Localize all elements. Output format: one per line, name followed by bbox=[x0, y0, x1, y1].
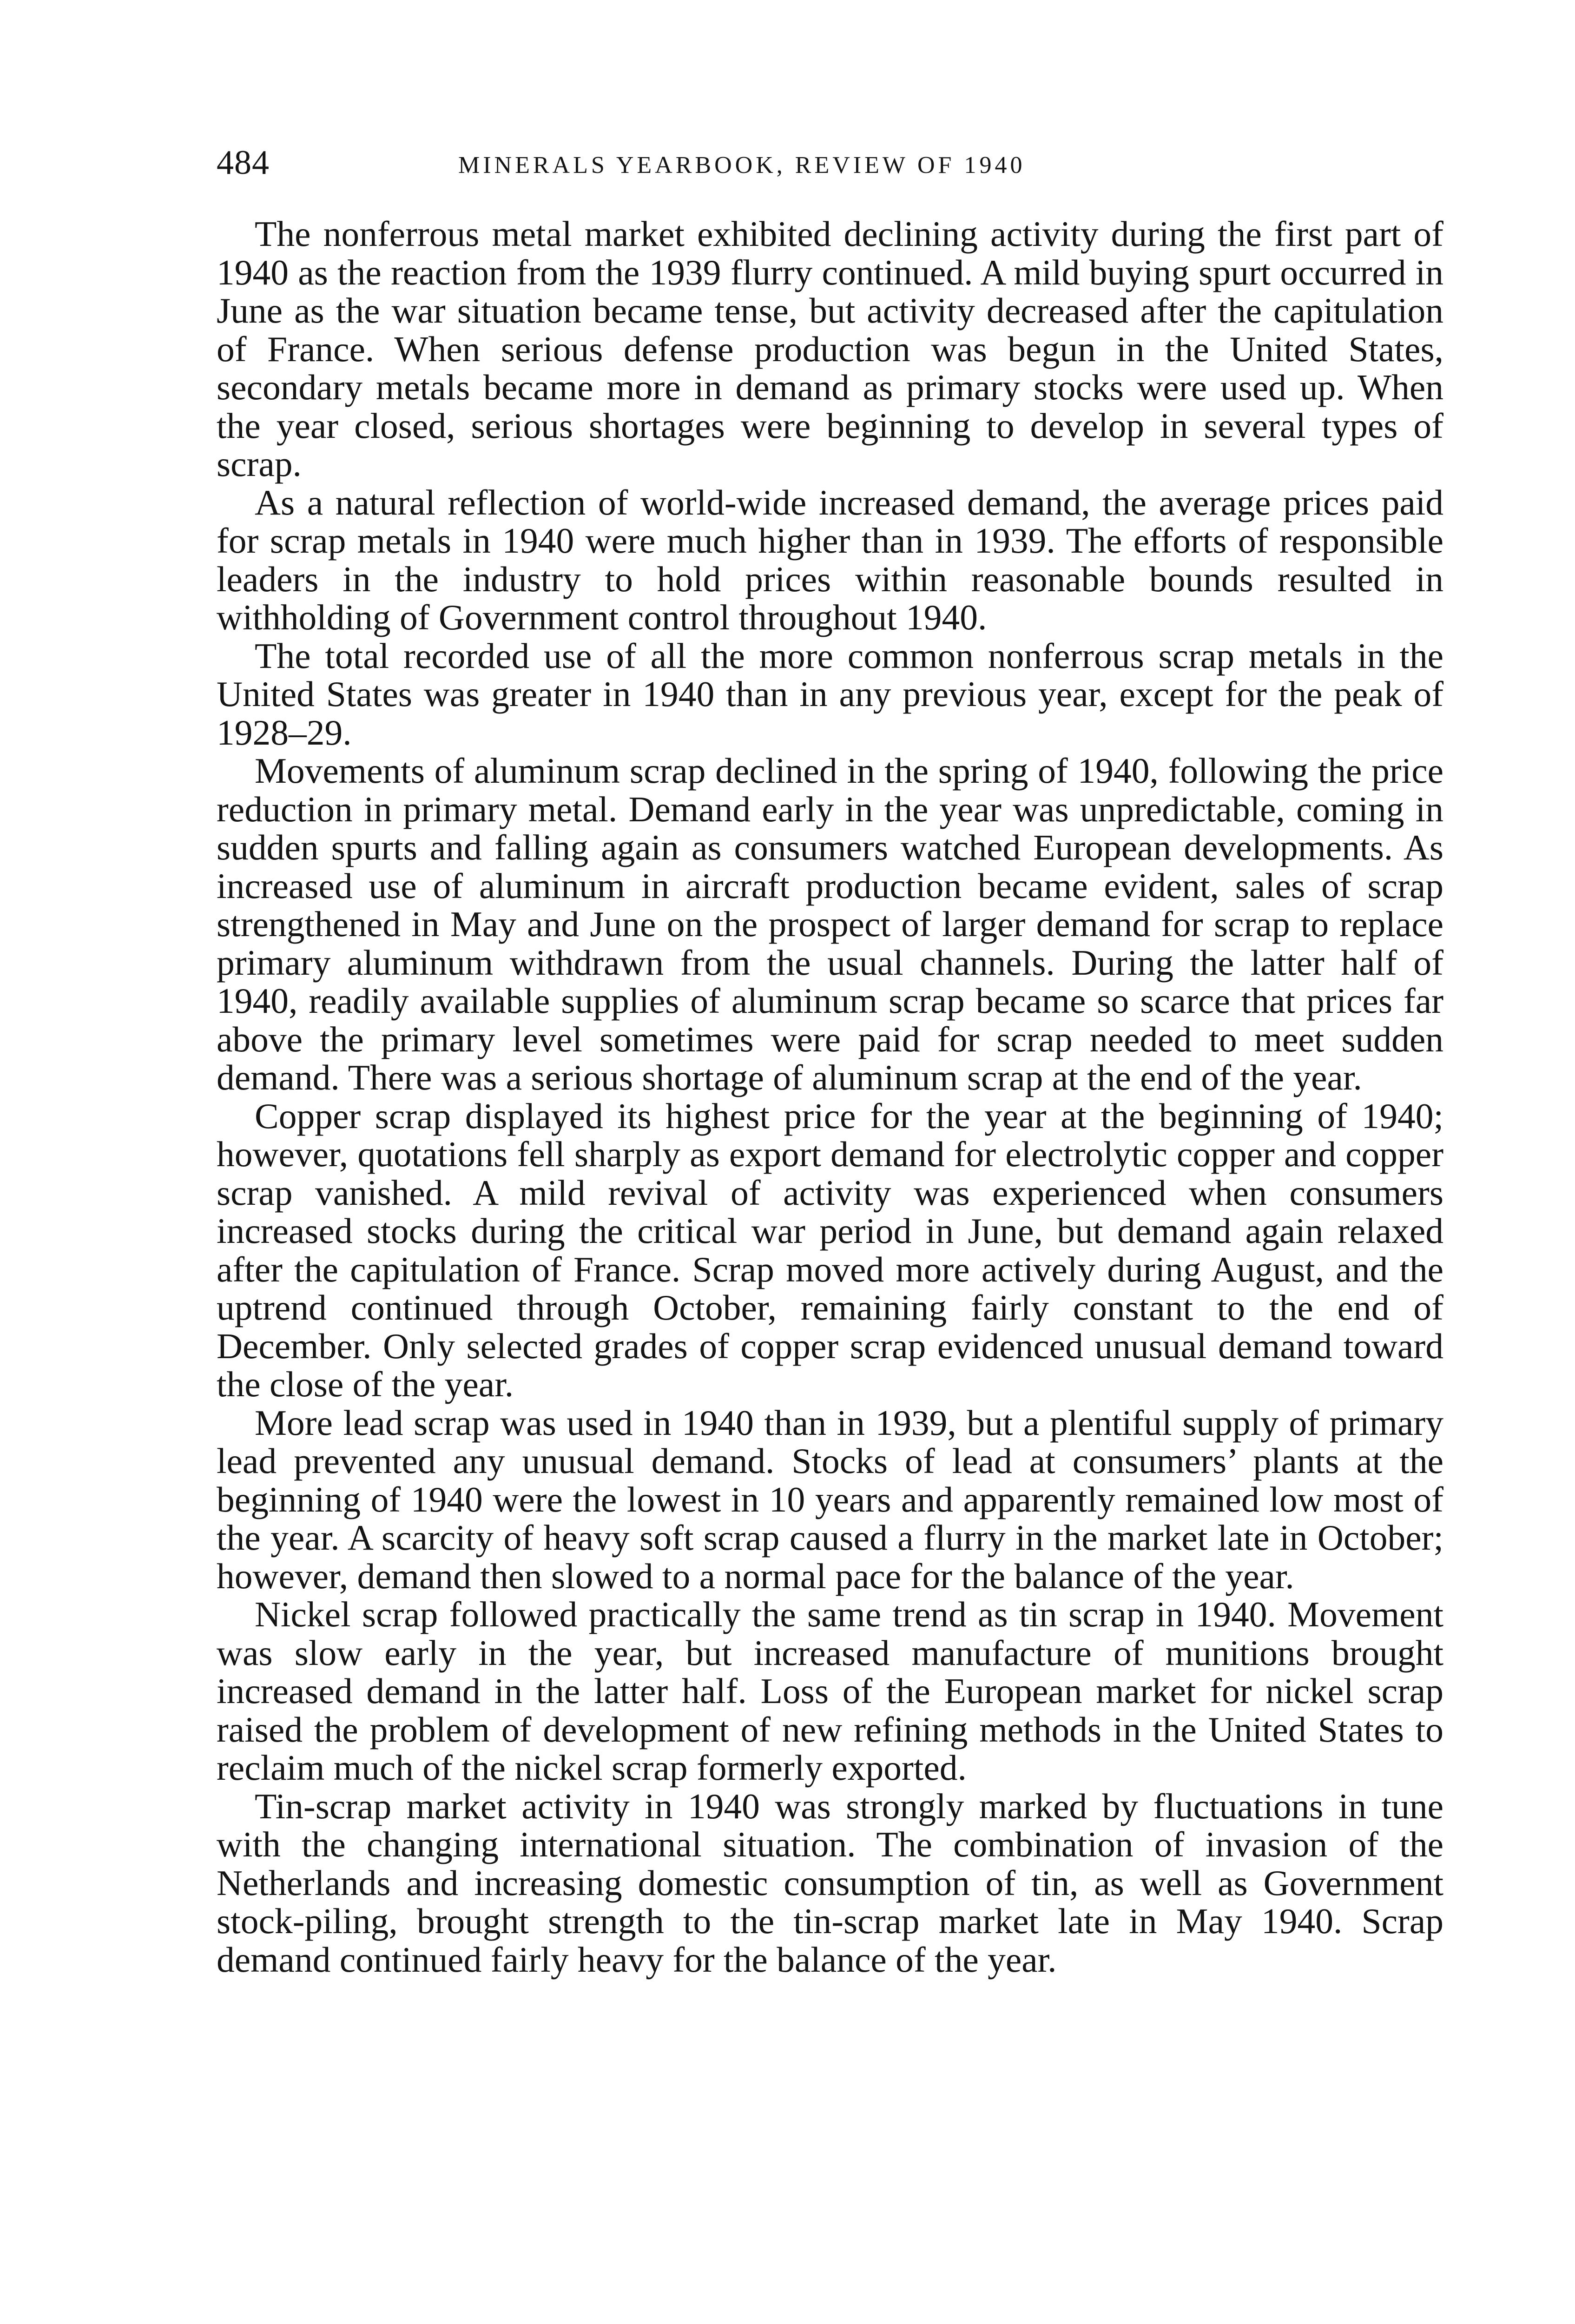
paragraph-nickel-scrap: Nickel scrap followed practically the same trend as tin scrap in 1940. Movement was slow early in the year, but increased manufacture of munitions brought increased demand in the latter half. Loss of the European market for nickel scrap raised the problem of development of new refining methods in the United States to reclaim much of the nickel scrap formerly exported. bbox=[217, 1594, 1443, 1788]
paragraph-aluminum-scrap: Movements of aluminum scrap declined in the spring of 1940, following the price reduction in primary metal. Demand early in the year was unpredictable, coming in sudden spurts and falling again as consumers watched European developments. As increased use of aluminum in aircraft production became evident, sales of scrap strengthened in May and June on the prospect of larger demand for scrap to replace primary aluminum withdrawn from the usual channels. During the latter half of 1940, readily available supplies of aluminum scrap became so scarce that prices far above the primary level sometimes were paid for scrap needed to meet sudden demand. There was a serious shortage of aluminum scrap at the end of the year. bbox=[217, 751, 1443, 1097]
page-header bbox=[217, 139, 1443, 191]
running-title: MINERALS YEARBOOK, REVIEW OF 1940 bbox=[458, 152, 1026, 178]
page-number: 484 bbox=[217, 144, 270, 182]
paragraph-market-overview: The nonferrous metal market exhibited declining activity during the first part of 1940 as the reaction from the 1939 flurry continued. A mild buying spurt occurred in June as the war situation became tense, but activity decreased after the capitulation of France. When serious defense production was begun in the United States, secondary metals became more in demand as primary stocks were used up. When the year closed, serious shortages were beginning to develop in several types of scrap. bbox=[217, 214, 1443, 484]
paragraph-copper-scrap: Copper scrap displayed its highest price for the year at the beginning of 1940; however, quotations fell sharply as export demand for electrolytic copper and copper scrap vanished. A mild revival of activity was experienced when consumers increased stocks during the critical war period in June, but demand again relaxed after the capitulation of France. Scrap moved more actively during August, and the uptrend continued through October, remaining fairly constant to the end of December. Only selected grades of copper scrap evidenced unusual demand toward the close of the year. bbox=[217, 1096, 1443, 1404]
paragraph-lead-scrap: More lead scrap was used in 1940 than in 1939, but a plentiful supply of primary lead prevented any unusual demand. Stocks of lead at consumers’ plants at the beginning of 1940 were the lowest in 10 years and apparently remained low most of the year. A scarcity of heavy soft scrap caused a flurry in the market late in October; however, demand then slowed to a normal pace for the balance of the year. bbox=[217, 1402, 1443, 1596]
paragraph-tin-scrap: Tin-scrap market activity in 1940 was strongly marked by fluctuations in tune with the changing international situation. The combination of invasion of the Netherlands and increasing domestic consumption of tin, as well as Government stock-piling, brought strength to the tin-scrap market late in May 1940. Scrap demand continued fairly heavy for the balance of the year. bbox=[217, 1786, 1443, 1980]
paragraph-total-use: The total recorded use of all the more common nonferrous scrap metals in the United States was greater in 1940 than in any previous year, except for the peak of 1928–29. bbox=[217, 635, 1443, 753]
body-text bbox=[217, 215, 1443, 1979]
paragraph-prices: As a natural reflection of world-wide increased demand, the average prices paid for scrap metals in 1940 were much higher than in 1939. The efforts of responsible leaders in the industry to hold prices within reasonable bounds resulted in withholding of Government control throughout 1940. bbox=[217, 482, 1443, 637]
